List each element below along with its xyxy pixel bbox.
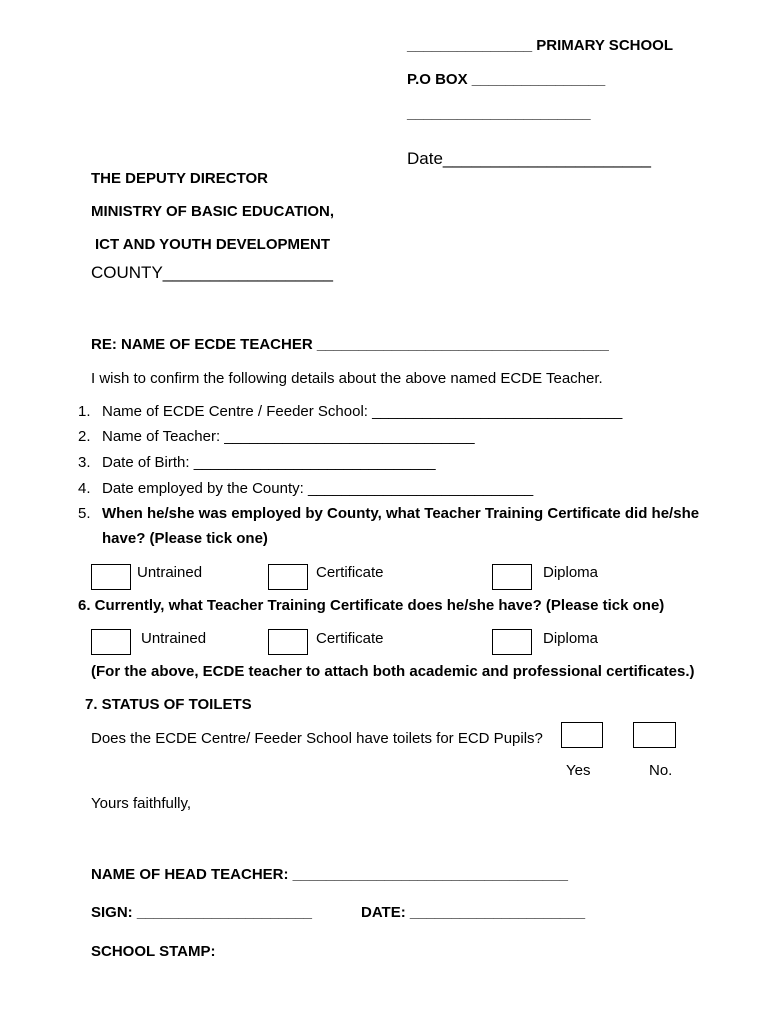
head-teacher-name-line: NAME OF HEAD TEACHER: _________________________________ (91, 866, 568, 883)
item-3-text: Date of Birth: _____________________________ (102, 454, 436, 471)
q5-certificate-checkbox[interactable] (268, 564, 308, 590)
item-5-text-line-1: When he/she was employed by County, what Teacher Training Certificate did he/she (102, 505, 700, 522)
q7-heading: 7. STATUS OF TOILETS (85, 696, 252, 713)
q6-untrained-checkbox[interactable] (91, 629, 131, 655)
addressee-line-2: MINISTRY OF BASIC EDUCATION, (91, 203, 335, 220)
q5-untrained-checkbox[interactable] (91, 564, 131, 590)
po-box-line: P.O BOX ________________ (407, 71, 606, 88)
re-line: RE: NAME OF ECDE TEACHER ___________________________________ (91, 336, 609, 353)
q6-diploma-checkbox[interactable] (492, 629, 532, 655)
school-name-line: _______________ PRIMARY SCHOOL (407, 37, 673, 54)
q5-diploma-checkbox[interactable] (492, 564, 532, 590)
certificates-note: (For the above, ECDE teacher to attach both academic and professional certificates.) (91, 663, 695, 680)
q6-text: 6. Currently, what Teacher Training Certificate does he/she have? (Please tick one) (78, 597, 665, 614)
item-4-number: 4. (78, 480, 91, 497)
item-2-text: Name of Teacher: ______________________________ (102, 428, 475, 445)
q6-untrained-label: Untrained (141, 630, 207, 647)
q7-yes-checkbox[interactable] (561, 722, 603, 748)
item-5-text-line-2: have? (Please tick one) (102, 530, 268, 547)
sign-line: SIGN: _____________________ (91, 904, 313, 921)
intro-text: I wish to confirm the following details about the above named ECDE Teacher. (91, 370, 603, 387)
addressee-line-3: ICT AND YOUTH DEVELOPMENT (95, 236, 331, 253)
q6-certificate-checkbox[interactable] (268, 629, 308, 655)
item-4-text: Date employed by the County: ___________________________ (102, 480, 534, 497)
q6-certificate-label: Certificate (316, 630, 384, 647)
item-2-number: 2. (78, 428, 91, 445)
date-line: Date______________________ (407, 149, 651, 168)
item-1-number: 1. (78, 403, 91, 420)
county-line: COUNTY__________________ (91, 263, 333, 282)
signature-date-line: DATE: _____________________ (361, 904, 586, 921)
q5-certificate-label: Certificate (316, 564, 384, 581)
q7-no-checkbox[interactable] (633, 722, 676, 748)
item-3-number: 3. (78, 454, 91, 471)
item-5-number: 5. (78, 505, 91, 522)
closing-text: Yours faithfully, (91, 795, 192, 812)
item-1-text: Name of ECDE Centre / Feeder School: ______________________________ (102, 403, 623, 420)
q5-untrained-label: Untrained (137, 564, 203, 581)
q6-diploma-label: Diploma (543, 630, 599, 647)
address-line: ______________________ (407, 105, 591, 122)
q5-diploma-label: Diploma (543, 564, 599, 581)
school-stamp-label: SCHOOL STAMP: (91, 943, 216, 960)
q7-question: Does the ECDE Centre/ Feeder School have toilets for ECD Pupils? (91, 730, 543, 747)
q7-no-label: No. (649, 762, 673, 779)
addressee-line-1: THE DEPUTY DIRECTOR (91, 170, 268, 187)
q7-yes-label: Yes (566, 762, 591, 779)
